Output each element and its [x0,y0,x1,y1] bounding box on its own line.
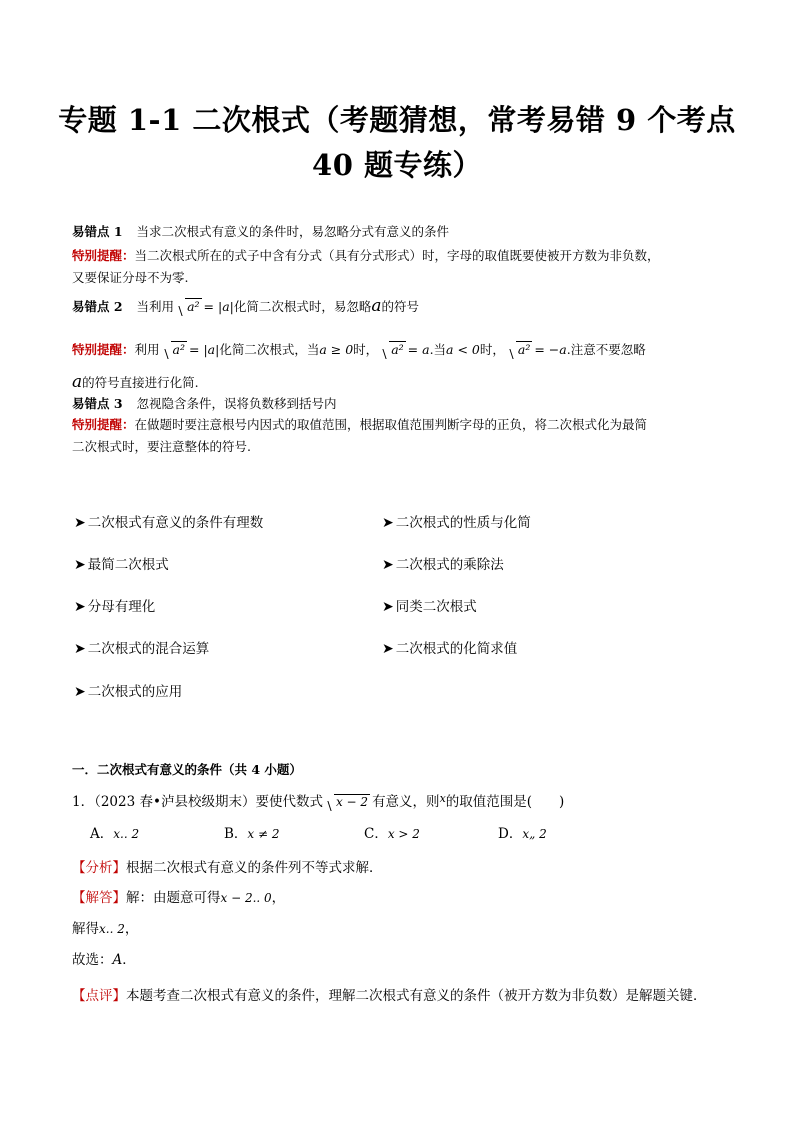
knowledge-point: ➤ 二次根式的性质与化简 [382,515,531,531]
sqrt-expression: a² [176,299,201,314]
tip-text: 当二次根式所在的式子中含有分式（具有分式形式）时，字母的取值既要使被开方数为非负数， [134,248,660,263]
answer-label: 【解答】 [72,890,126,906]
error-2-tip-line1: 特别提醒：利用 a² = |a|化简二次根式，当a ≥ 0时， a² = a.当a < 0时， a² = −a.注意不要忽略 [72,342,646,357]
knowledge-point: ➤ 二次根式的乘除法 [382,557,504,573]
question-stem: 1．（2023 春•泸县校级期末）要使代数式 x − 2 有意义，则$^x$的取值范围是( ) [72,792,565,810]
tip-label: 特别提醒： [72,417,135,432]
arrow-bullet-icon: ➤ [74,641,86,657]
arrow-bullet-icon: ➤ [382,641,394,657]
arrow-bullet-icon: ➤ [74,515,86,531]
error-desc: 忽视隐含条件，误将负数移到括号内 [136,396,337,411]
tip-label: 特别提醒： [72,248,135,263]
arrow-bullet-icon: ➤ [382,557,394,573]
knowledge-point: ➤ 二次根式有意义的条件有理数 [74,515,264,531]
knowledge-point: ➤ 分母有理化 [74,599,156,615]
section-heading: 一．二次根式有意义的条件（共 4 小题） [72,762,302,777]
var-a: a [371,296,382,316]
answer-line2: 解得x.. 2， [72,921,139,937]
comment: 【点评】本题考查二次根式有意义的条件，理解二次根式有意义的条件（被开方数为非负数）是解题关键． [72,988,707,1004]
error-1-tip-line1 [72,246,660,264]
answer-line1: 【解答】解：由题意可得x − 2.. 0， [72,890,286,906]
error-label: 易错点 3 [72,396,123,411]
option-b[interactable]: B．x ≠ 2 [224,826,280,842]
error-label: 易错点 2 [72,299,123,314]
tip-label: 特别提醒： [72,342,135,357]
knowledge-point: ➤ 二次根式的混合运算 [74,641,210,657]
knowledge-point: ➤ 同类二次根式 [382,599,477,615]
knowledge-point: ➤ 二次根式的化简求值 [382,641,518,657]
error-1-tip-line2: 又要保证分母不为零. [72,270,189,285]
error-desc: 当求二次根式有意义的条件时，易忽略分式有意义的条件 [136,224,450,239]
arrow-bullet-icon: ➤ [74,599,86,615]
option-c[interactable]: C．x > 2 [364,826,420,842]
option-a[interactable]: A．x.. 2 [90,826,140,842]
question-number: 1． [72,794,95,810]
error-point-1 [72,222,449,240]
page-title-line1: 专题 1-1 二次根式（考题猜想，常考易错 9 个考点 [58,103,736,137]
error-3-tip-line2: 二次根式时，要注意整体的符号. [72,439,251,454]
option-d[interactable]: D．x„ 2 [498,826,547,842]
page-title-line2: 40 题专练） [312,148,482,182]
error-2-tip-line2: a的符号直接进行化简. [72,372,199,392]
arrow-bullet-icon: ➤ [382,515,394,531]
arrow-bullet-icon: ➤ [74,684,86,700]
sqrt-expression: x − 2 [325,794,370,810]
error-label: 易错点 1 [72,224,123,239]
knowledge-point: ➤ 最简二次根式 [74,557,169,573]
error-point-2: 易错点 2 当利用 a² = |a|化简二次根式时，易忽略a的符号 [72,296,420,316]
arrow-bullet-icon: ➤ [382,599,394,615]
error-point-3 [72,394,337,412]
analysis-label: 【分析】 [72,860,126,876]
comment-label: 【点评】 [72,988,126,1004]
analysis: 【分析】根据二次根式有意义的条件列不等式求解． [72,860,383,876]
error-3-tip-line1: 特别提醒：在做题时要注意根号内因式的取值范围，根据取值范围判断字母的正负，将二次根式化为最简 [72,417,648,432]
arrow-bullet-icon: ➤ [74,557,86,573]
answer-line3: 故选：A． [72,952,136,968]
knowledge-point: ➤ 二次根式的应用 [74,684,183,700]
